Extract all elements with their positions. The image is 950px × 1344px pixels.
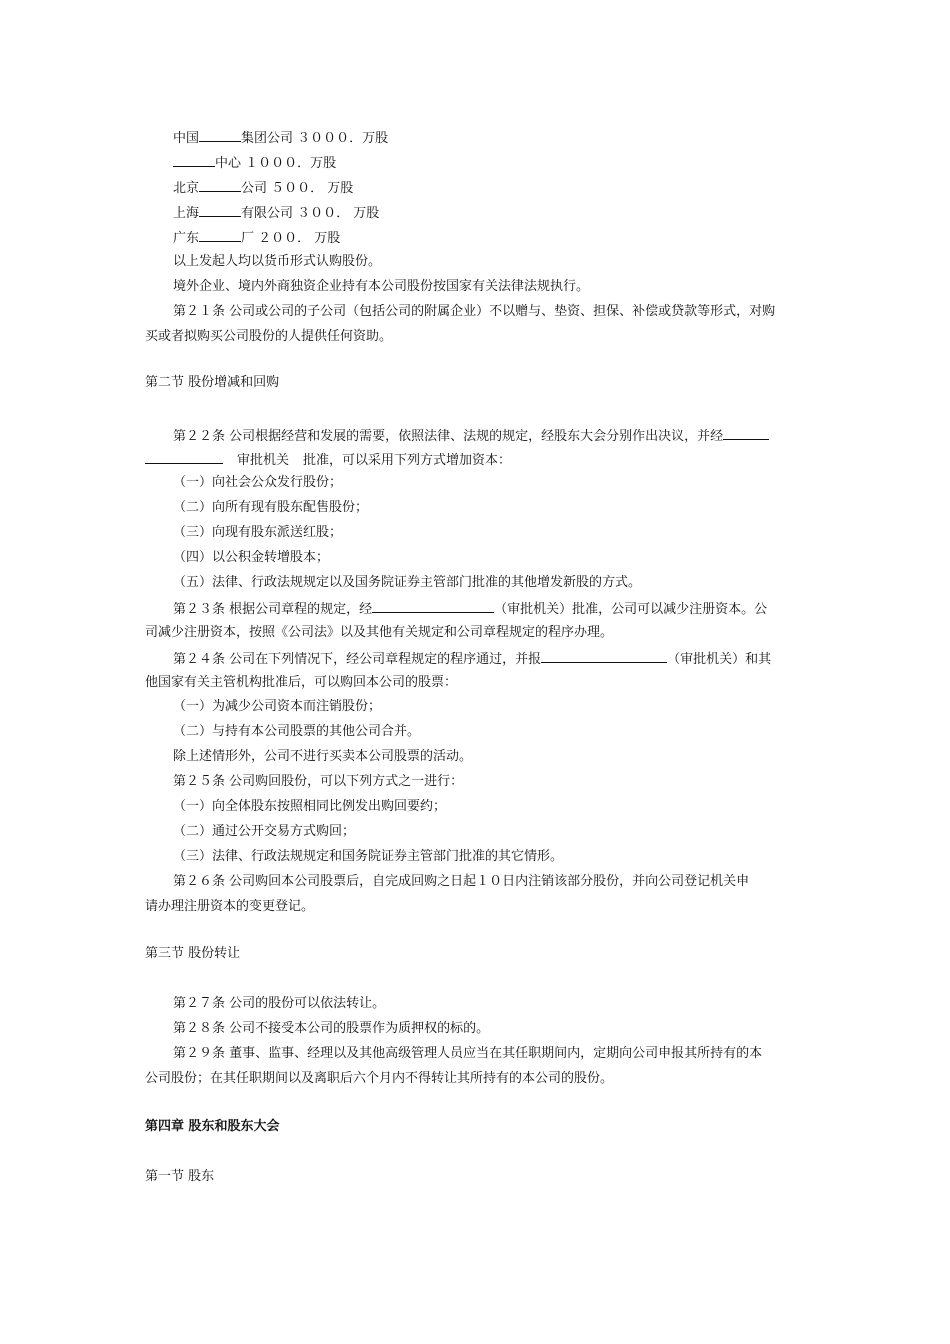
paragraph: 除上述情形外，公司不进行买卖本公司股票的活动。 bbox=[173, 749, 473, 764]
sponsor-line: 广东 厂 ２００． 万股 bbox=[173, 228, 340, 248]
article-21-line1: 第２１条 公司或公司的子公司（包括公司的附属企业）不以赠与、垫资、担保、补偿或贷款等形式，对购 bbox=[173, 304, 776, 319]
paragraph: 境外企业、境内外商独资企业持有本公司股份按国家有关法律法规执行。 bbox=[173, 279, 590, 294]
list-item: （二）与持有本公司股票的其他公司合并。 bbox=[173, 724, 421, 739]
section-title: 第一节 股东 bbox=[145, 1169, 215, 1184]
chapter-title: 第四章 股东和股东大会 bbox=[145, 1119, 280, 1134]
article-26-line1: 第２６条 公司购回本公司股票后，自完成回购之日起１０日内注销该部分股份，并向公司登记机关申 bbox=[173, 874, 750, 889]
fill-blank bbox=[372, 599, 494, 613]
list-item: （三）向现有股东派送红股； bbox=[173, 525, 343, 540]
list-item: （一）向社会公众发行股份； bbox=[173, 475, 343, 490]
article-29-line1: 第２９条 董事、监事、经理以及其他高级管理人员应当在其任职期间内，定期向公司申报其所持有的本 bbox=[173, 1046, 763, 1061]
paragraph: 以上发起人均以货币形式认购股份。 bbox=[173, 254, 382, 269]
article-24-line2: 他国家有关主管机构批准后，可以购回本公司的股票： bbox=[145, 675, 458, 690]
sponsor-line: 北京 公司 ５００． 万股 bbox=[173, 178, 353, 198]
fill-blank bbox=[541, 649, 667, 663]
article-22-line2: 审批机关 批准，可以采用下列方式增加资本： bbox=[145, 450, 511, 470]
article-26-line2: 请办理注册资本的变更登记。 bbox=[145, 899, 315, 914]
list-item: （二）通过公开交易方式购回； bbox=[173, 824, 356, 839]
section-title: 第二节 股份增减和回购 bbox=[145, 375, 280, 390]
fill-blank bbox=[199, 228, 241, 242]
sponsor-line: 中心 １０００．万股 bbox=[173, 153, 336, 173]
fill-blank bbox=[199, 203, 241, 217]
fill-blank bbox=[199, 178, 241, 192]
article-22-line1: 第２２条 公司根据经营和发展的需要，依照法律、法规的规定，经股东大会分别作出决议，并经 bbox=[173, 426, 769, 446]
list-item: （四）以公积金转增股本； bbox=[173, 550, 330, 565]
sponsor-line: 中国 集团公司 ３０００．万股 bbox=[173, 128, 388, 148]
list-item: （一）向全体股东按照相同比例发出购回要约； bbox=[173, 799, 447, 814]
article-23-line2: 司减少注册资本，按照《公司法》以及其他有关规定和公司章程规定的程序办理。 bbox=[145, 625, 614, 640]
list-item: （三）法律、行政法规规定和国务院证券主管部门批准的其它情形。 bbox=[173, 849, 564, 864]
fill-blank bbox=[723, 426, 769, 440]
list-item: （五）法律、行政法规规定以及国务院证券主管部门批准的其他增发新股的方式。 bbox=[173, 575, 642, 590]
list-item: （一）为减少公司资本而注销股份； bbox=[173, 699, 382, 714]
article-21-line2: 买或者拟购买公司股份的人提供任何资助。 bbox=[145, 329, 393, 344]
list-item: （二）向所有现有股东配售股份； bbox=[173, 500, 369, 515]
article-27: 第２７条 公司的股份可以依法转让。 bbox=[173, 996, 386, 1011]
article-23-line1: 第２３条 根据公司章程的规定，经 （审批机关）批准，公司可以减少注册资本。公 bbox=[173, 599, 767, 619]
article-28: 第２８条 公司不接受本公司的股票作为质押权的标的。 bbox=[173, 1021, 490, 1036]
article-29-line2: 公司股份；在其任职期间以及离职后六个月内不得转让其所持有的本公司的股份。 bbox=[145, 1071, 614, 1086]
fill-blank bbox=[173, 153, 215, 167]
sponsor-line: 上海 有限公司 ３００． 万股 bbox=[173, 203, 379, 223]
section-title: 第三节 股份转让 bbox=[145, 946, 241, 961]
article-24-line1: 第２４条 公司在下列情况下，经公司章程规定的程序通过，并报 （审批机关）和其 bbox=[173, 649, 771, 669]
fill-blank bbox=[145, 450, 223, 464]
fill-blank bbox=[199, 128, 241, 142]
article-25: 第２５条 公司购回股份，可以下列方式之一进行： bbox=[173, 774, 464, 789]
